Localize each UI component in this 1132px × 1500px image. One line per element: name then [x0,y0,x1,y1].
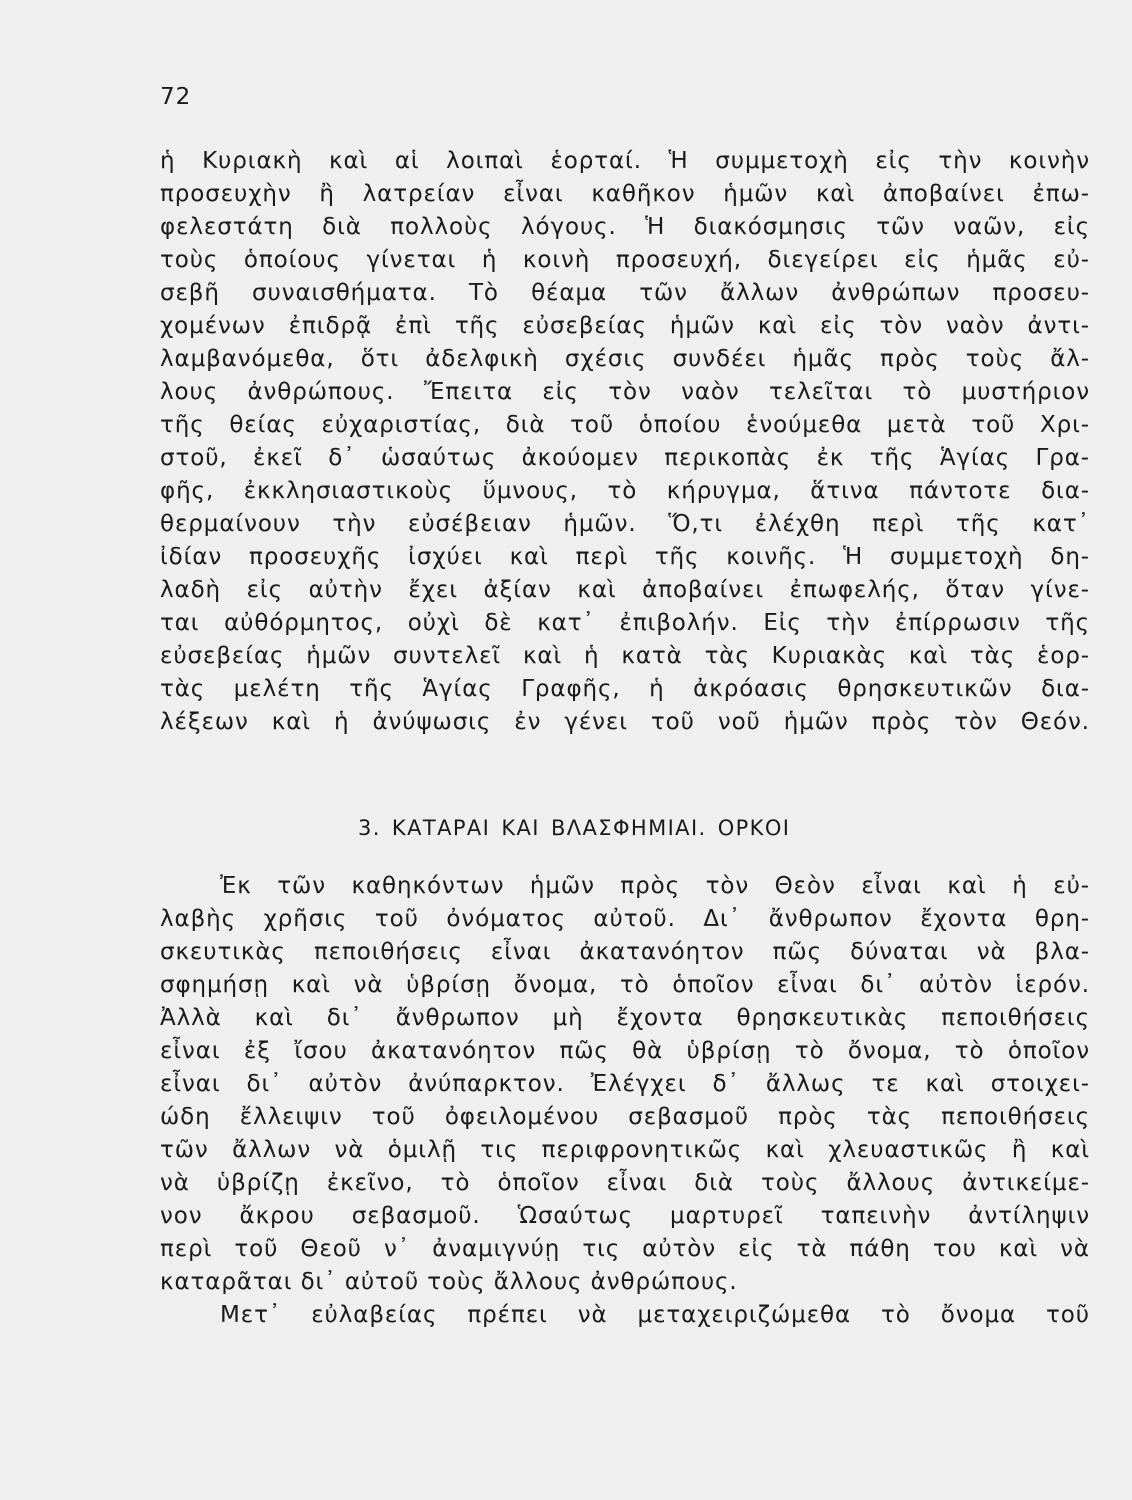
text-line: φῆς, ἐκκλησιαστικοὺς ὕμνους, τὸ κήρυγμα, ἅτινα πάντοτε δια- [160,478,1090,504]
text-line: εἶναι ἐξ ἴσου ἀκατανόητον πῶς θὰ ὑβρίσῃ τὸ ὄνομα, τὸ ὁποῖον [160,1038,1090,1064]
paragraph-2 [160,870,1090,1332]
text-line: τῆς θείας εὐχαριστίας, διὰ τοῦ ὁποίου ἑνούμεθα μετὰ τοῦ Χρι- [160,412,1090,438]
text-line: νὰ ὑβρίζῃ ἐκεῖνο, τὸ ὁποῖον εἶναι διὰ τοὺς ἄλλους ἀντικείμε- [160,1170,1090,1196]
text-line: χομένων ἐπιδρᾷ ἐπὶ τῆς εὐσεβείας ἡμῶν καὶ εἰς τὸν ναὸν ἀντι- [160,313,1090,339]
text-line: λαβὴς χρῆσις τοῦ ὀνόματος αὐτοῦ. Δι᾽ ἄνθρωπον ἔχοντα θρη- [160,906,1090,932]
paragraph-1 [160,145,1090,739]
text-line: τὰς μελέτη τῆς Ἁγίας Γραφῆς, ἡ ἀκρόασις θρησκευτικῶν δια- [160,676,1090,702]
text-line: λους ἀνθρώπους. Ἔπειτα εἰς τὸν ναὸν τελεῖται τὸ μυστήριον [160,379,1090,405]
text-line: λέξεων καὶ ἡ ἀνύψωσις ἐν γένει τοῦ νοῦ ἡμῶν πρὸς τὸν Θεόν. [160,709,1090,735]
text-line: Ἀλλὰ καὶ δι᾽ ἄνθρωπον μὴ ἔχοντα θρησκευτικὰς πεποιθήσεις [160,1005,1090,1031]
text-line: στοῦ, ἐκεῖ δ᾽ ὡσαύτως ἀκούομεν περικοπὰς ἐκ τῆς Ἁγίας Γρα- [160,445,1090,471]
text-line: ώδη ἔλλειψιν τοῦ ὀφειλομένου σεβασμοῦ πρὸς τὰς πεποιθήσεις [160,1104,1090,1130]
text-line: τοὺς ὁποίους γίνεται ἡ κοινὴ προσευχή, διεγείρει εἰς ἡμᾶς εὐ- [160,247,1090,273]
text-line: Ἐκ τῶν καθηκόντων ἡμῶν πρὸς τὸν Θεὸν εἶναι καὶ ἡ εὐ- [220,873,1090,899]
text-line: σφημήσῃ καὶ νὰ ὑβρίσῃ ὄνομα, τὸ ὁποῖον εἶναι δι᾽ αὐτὸν ἱερόν. [160,972,1090,998]
text-line: ἰδίαν προσευχῆς ἰσχύει καὶ περὶ τῆς κοινῆς. Ἡ συμμετοχὴ δη- [160,544,1090,570]
text-line: Μετ᾽ εὐλαβείας πρέπει νὰ μεταχειριζώμεθα τὸ ὄνομα τοῦ [220,1302,1090,1328]
text-line: σκευτικὰς πεποιθήσεις εἶναι ἀκατανόητον πῶς δύναται νὰ βλα- [160,939,1090,965]
text-line: λαδὴ εἰς αὐτὴν ἔχει ἀξίαν καὶ ἀποβαίνει ἐπωφελής, ὅταν γίνε- [160,577,1090,603]
text-line: εὐσεβείας ἡμῶν συντελεῖ καὶ ἡ κατὰ τὰς Κυριακὰς καὶ τὰς ἑορ- [160,643,1090,669]
text-line: προσευχὴν ἢ λατρείαν εἶναι καθῆκον ἡμῶν καὶ ἀποβαίνει ἐπω- [160,181,1090,207]
text-line: περὶ τοῦ Θεοῦ ν᾽ ἀναμιγνύῃ τις αὐτὸν εἰς τὰ πάθη του καὶ νὰ [160,1236,1090,1262]
text-line: φελεστάτη διὰ πολλοὺς λόγους. Ἡ διακόσμησις τῶν ναῶν, εἰς [160,214,1090,240]
text-line: θερμαίνουν τὴν εὐσέβειαν ἡμῶν. Ὅ,τι ἐλέχθη περὶ τῆς κατ᾽ [160,511,1090,537]
page-number: 72 [160,84,192,110]
text-line: σεβῆ συναισθήματα. Τὸ θέαμα τῶν ἄλλων ἀνθρώπων προσευ- [160,280,1090,306]
text-line: νον ἄκρου σεβασμοῦ. Ὡσαύτως μαρτυρεῖ ταπεινὴν ἀντίληψιν [160,1203,1090,1229]
text-line: καταρᾶται δι᾽ αὐτοῦ τοὺς ἄλλους ἀνθρώπους. [160,1269,738,1295]
section-heading: 3. ΚΑΤΑΡΑΙ ΚΑΙ ΒΛΑΣΦΗΜΙΑΙ. ΟΡΚΟΙ [358,816,791,840]
text-line: τῶν ἄλλων νὰ ὁμιλῇ τις περιφρονητικῶς καὶ χλευαστικῶς ἢ καὶ [160,1137,1090,1163]
text-line: ἡ Κυριακὴ καὶ αἱ λοιπαὶ ἑορταί. Ἡ συμμετοχὴ εἰς τὴν κοινὴν [160,148,1090,174]
text-line: εἶναι δι᾽ αὐτὸν ἀνύπαρκτον. Ἐλέγχει δ᾽ ἄλλως τε καὶ στοιχει- [160,1071,1090,1097]
text-line: ται αὐθόρμητος, οὐχὶ δὲ κατ᾽ ἐπιβολήν. Εἰς τὴν ἐπίρρωσιν τῆς [160,610,1090,636]
text-line: λαμβανόμεθα, ὅτι ἀδελφικὴ σχέσις συνδέει ἡμᾶς πρὸς τοὺς ἄλ- [160,346,1090,372]
